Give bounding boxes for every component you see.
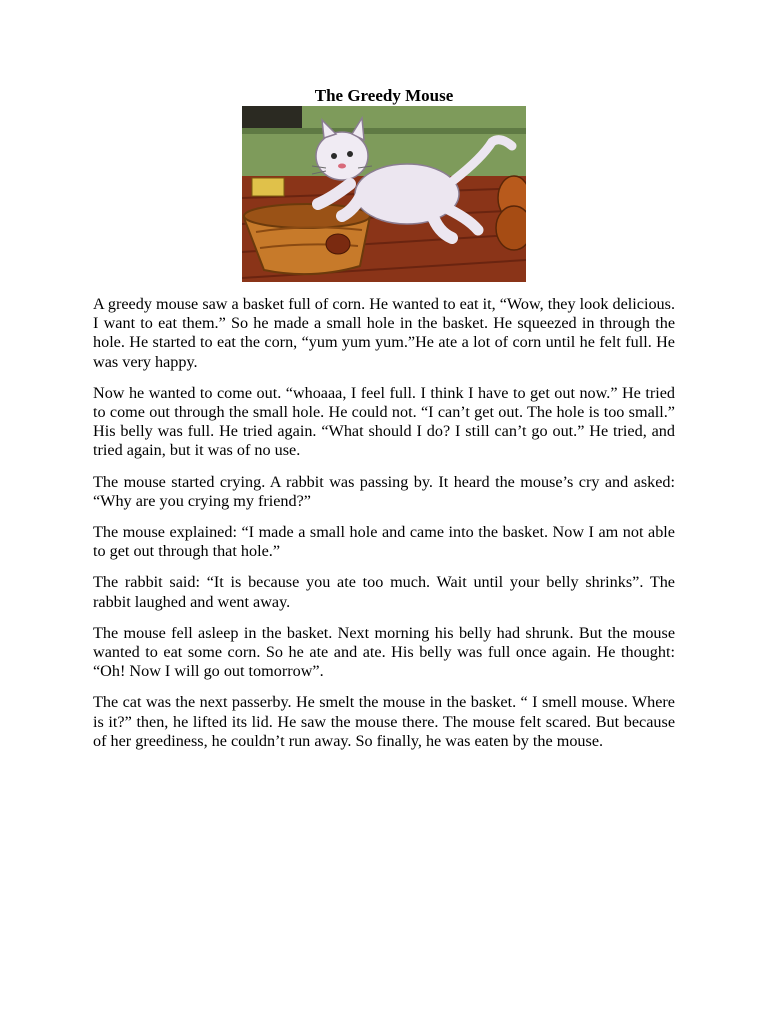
story-paragraph: The rabbit said: “It is because you ate too much. Wait until your belly shrinks”. The rabbit laughed and went away. [93, 573, 675, 611]
story-paragraph: The cat was the next passerby. He smelt the mouse in the basket. “ I smell mouse. Where is it?” then, he lifted its lid. He saw the mouse there. The mouse felt scared. But because of her greediness, he couldn’t run away. So finally, he was eaten by the mouse. [93, 693, 675, 750]
story-paragraph: A greedy mouse saw a basket full of corn. He wanted to eat it, “Wow, they look delicious. I want to eat them.” So he made a small hole in the basket. He squeezed in through the hole. He started to eat the corn, “yum yum yum.”He ate a lot of corn until he felt full. He was very happy. [93, 295, 675, 371]
story-paragraph: Now he wanted to come out. “whoaaa, I feel full. I think I have to get out now.” He tried to come out through the small hole. He could not. “I can’t get out. The hole is too small.” His belly was full. He tried again. “What should I do? I still can’t go out.” He tried, and tried again, but it was of no use. [93, 383, 675, 460]
page-title: The Greedy Mouse [314, 86, 454, 105]
story-paragraph: The mouse started crying. A rabbit was passing by. It heard the mouse’s cry and asked: “Why are you crying my friend?” [93, 472, 675, 510]
story-paragraph: The mouse fell asleep in the basket. Next morning his belly had shrunk. But the mouse wanted to eat some corn. So he ate and ate. His belly was full once again. He thought: “Oh! Now I will go out tomorrow”. [93, 623, 675, 681]
story-paragraph: The mouse explained: “I made a small hole and came into the basket. Now I am not able to get out through that hole.” [93, 523, 675, 561]
story-body [93, 295, 675, 763]
cat-at-basket-illustration [242, 106, 526, 282]
